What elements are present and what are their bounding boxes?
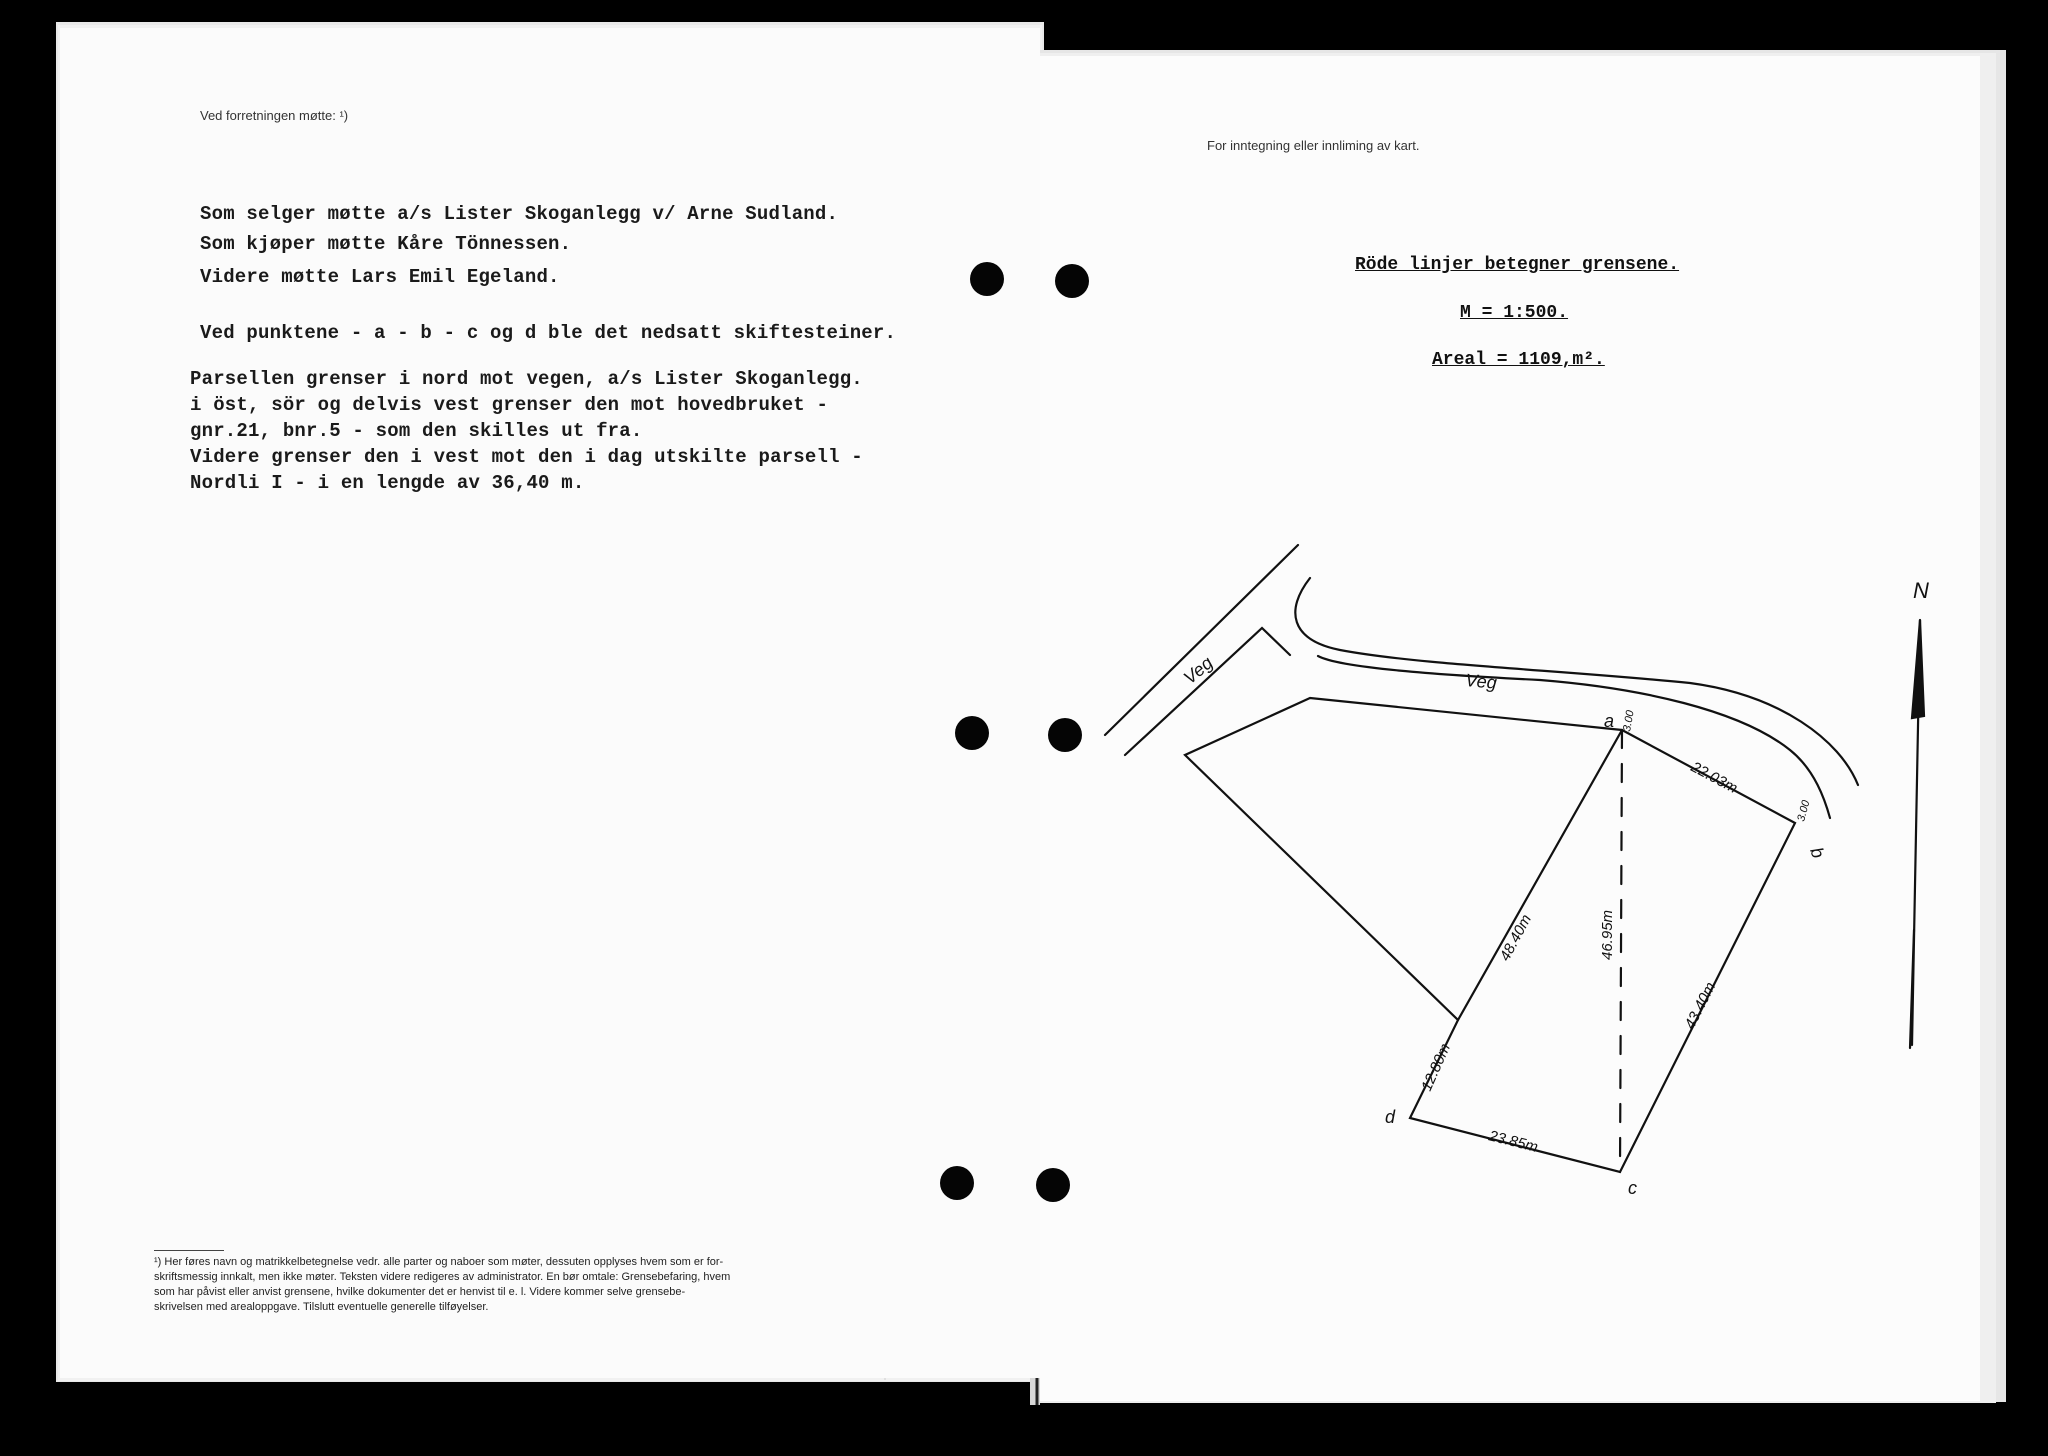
- dimension-label: 48.40m: [1496, 911, 1536, 964]
- dimension-label: 43.40m: [1681, 979, 1720, 1032]
- map-scale: M = 1:500.: [1460, 303, 1569, 323]
- footnote-line: skriftsmessig innkalt, men ikke møter. Teksten videre redigeres av administrator. En bør omtale: Grensebefaring, hvem: [154, 1271, 731, 1283]
- dimension-label: 12.80m: [1418, 1040, 1455, 1094]
- corner-label-c: c: [1628, 1178, 1637, 1198]
- corner-offset-label: 3.00: [1621, 709, 1637, 733]
- form-label-map: For inntegning eller innliming av kart.: [1207, 138, 1420, 153]
- form-label-attendees: Ved forretningen møtte: ¹): [200, 108, 349, 123]
- corner-label-d: d: [1385, 1107, 1396, 1127]
- dimension-label: 22.03m: [1688, 758, 1741, 798]
- text-line-boundary-stones: Ved punktene - a - b - c og d ble det nedsatt skiftesteiner.: [200, 322, 897, 344]
- corner-label-a: a: [1604, 711, 1615, 731]
- road-label: Veg: [1179, 652, 1217, 689]
- text-line-buyer: Som kjøper møtte Kåre Tönnessen.: [200, 233, 572, 255]
- road-label: Veg: [1464, 670, 1498, 693]
- text-line-length: Nordli I - i en lengde av 36,40 m.: [190, 472, 585, 494]
- text-line-also-present: Videre møtte Lars Emil Egeland.: [200, 266, 560, 288]
- road-edge: [1105, 545, 1298, 735]
- road-edge: [1295, 578, 1858, 785]
- text-line-boundary-north: Parsellen grenser i nord mot vegen, a/s Lister Skoganlegg.: [190, 368, 863, 390]
- text-line-boundary-east: i öst, sör og delvis vest grenser den mot hovedbruket -: [190, 394, 829, 416]
- footnote-line: som har påvist eller anvist grensene, hvilke dokumenter det er henvist til e. l. Videre kommer selve grensebe-: [154, 1286, 686, 1298]
- footnote-line: ¹) Her føres navn og matrikkelbetegnelse vedr. alle parter og naboer som møter, dessuten opplyses hvem som er for-: [154, 1256, 724, 1268]
- corner-offset-label: 3.00: [1795, 798, 1813, 823]
- parcel-line-a-c: [1620, 730, 1622, 1172]
- text-line-seller: Som selger møtte a/s Lister Skoganlegg v/ Arne Sudland.: [200, 203, 839, 225]
- map-legend-title: Röde linjer betegner grensene.: [1355, 255, 1680, 275]
- north-label: N: [1913, 578, 1929, 603]
- dimension-label: 23.85m: [1487, 1127, 1540, 1156]
- footnote-line: skrivelsen med arealoppgave. Tilslutt eventuelle generelle tilføyelser.: [154, 1301, 489, 1313]
- parcel-line-a-d: [1458, 730, 1622, 1020]
- road-edge: [1318, 656, 1830, 818]
- corner-label-b: b: [1806, 844, 1829, 861]
- north-arrow-head: [1912, 620, 1924, 718]
- text-line-parcel-ref: gnr.21, bnr.5 - som den skilles ut fra.: [190, 420, 643, 442]
- dimension-label: 46.95m: [1599, 909, 1616, 960]
- map-area: Areal = 1109,m².: [1432, 350, 1605, 370]
- text-line-boundary-west: Videre grenser den i vest mot den i dag utskilte parsell -: [190, 446, 863, 468]
